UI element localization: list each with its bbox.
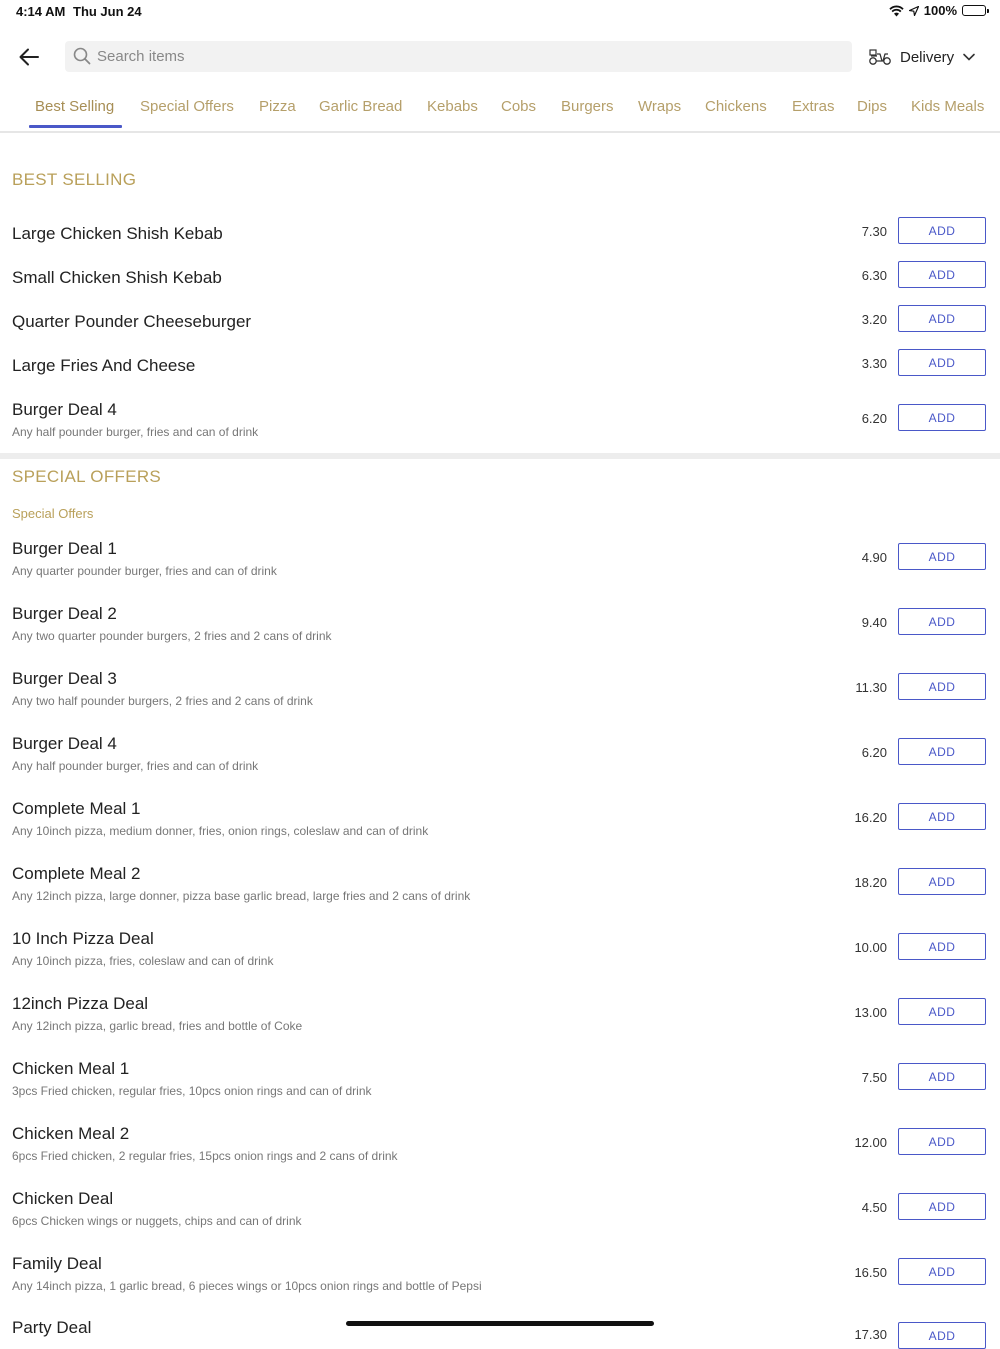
item-name: Burger Deal 4 — [12, 734, 117, 753]
item-description: Any 14inch pizza, 1 garlic bread, 6 pieces wings or 10pcs onion rings and bottle of Pepsi — [12, 1279, 482, 1293]
section-title-best-selling: BEST SELLING — [12, 170, 137, 189]
item-description: Any half pounder burger, fries and can of drink — [12, 425, 259, 439]
add-button[interactable]: ADD — [898, 261, 986, 288]
item-name: Burger Deal 4 — [12, 400, 117, 419]
add-button[interactable]: ADD — [898, 1128, 986, 1155]
item-name: Chicken Meal 1 — [12, 1059, 130, 1078]
item-description: 6pcs Chicken wings or nuggets, chips and can of drink — [12, 1214, 302, 1228]
item-price: 10.00 — [854, 940, 887, 955]
delivery-label: Delivery — [900, 48, 955, 66]
item-name: Large Chicken Shish Kebab — [12, 224, 223, 243]
item-name: Small Chicken Shish Kebab — [12, 268, 222, 287]
item-price: 6.30 — [861, 268, 887, 283]
item-price: 11.30 — [855, 680, 887, 695]
item-name: Quarter Pounder Cheeseburger — [12, 312, 252, 331]
tab-pizza[interactable]: Pizza — [259, 98, 296, 115]
add-button[interactable]: ADD — [898, 404, 986, 431]
item-price: 4.50 — [861, 1200, 887, 1215]
add-button[interactable]: ADD — [898, 933, 986, 960]
add-button[interactable]: ADD — [898, 305, 986, 332]
item-price: 7.30 — [861, 224, 887, 239]
add-button[interactable]: ADD — [898, 1258, 986, 1285]
add-button[interactable]: ADD — [898, 673, 986, 700]
item-price: 9.40 — [861, 615, 887, 630]
add-button[interactable]: ADD — [898, 803, 986, 830]
add-button[interactable]: ADD — [898, 608, 986, 635]
add-button[interactable]: ADD — [898, 1063, 986, 1090]
item-price: 12.00 — [854, 1135, 887, 1150]
item-price: 6.20 — [861, 411, 887, 426]
item-price: 16.20 — [854, 810, 887, 825]
tab-kebabs[interactable]: Kebabs — [427, 98, 478, 115]
add-button[interactable]: ADD — [898, 349, 986, 376]
tab-special-offers[interactable]: Special Offers — [140, 98, 234, 115]
add-button[interactable]: ADD — [898, 738, 986, 765]
battery-icon — [962, 5, 986, 16]
tab-extras[interactable]: Extras — [792, 98, 835, 115]
search-placeholder: Search items — [97, 48, 185, 65]
item-name: 10 Inch Pizza Deal — [12, 929, 154, 948]
top-bar — [0, 36, 1000, 78]
status-date: Thu Jun 24 — [73, 4, 142, 19]
item-name: Party Deal — [12, 1318, 92, 1337]
wifi-icon — [889, 5, 904, 17]
item-description: Any 12inch pizza, garlic bread, fries and bottle of Coke — [12, 1019, 303, 1033]
item-description: 6pcs Fried chicken, 2 regular fries, 15pcs onion rings and 2 cans of drink — [12, 1149, 398, 1163]
status-time: 4:14 AM — [16, 4, 66, 19]
section-divider — [0, 453, 1000, 459]
item-price: 13.00 — [854, 1005, 887, 1020]
section-title-special-offers: SPECIAL OFFERS — [12, 467, 162, 486]
active-tab-indicator — [29, 125, 122, 128]
chevron-down-icon — [962, 52, 976, 62]
tab-chickens[interactable]: Chickens — [705, 98, 767, 115]
item-price: 16.50 — [854, 1265, 887, 1280]
scooter-icon — [868, 48, 892, 66]
item-price: 17.30 — [854, 1327, 887, 1342]
tab-wraps[interactable]: Wraps — [638, 98, 682, 115]
add-button[interactable]: ADD — [898, 217, 986, 244]
add-button[interactable]: ADD — [898, 543, 986, 570]
item-price: 6.20 — [861, 745, 887, 760]
search-icon — [73, 47, 91, 65]
subsection-title: Special Offers — [12, 506, 94, 521]
tab-dips[interactable]: Dips — [857, 98, 888, 115]
item-description: Any 10inch pizza, medium donner, fries, onion rings, coleslaw and can of drink — [12, 824, 429, 838]
status-bar — [0, 0, 1000, 24]
item-name: Burger Deal 2 — [12, 604, 117, 623]
add-button[interactable]: ADD — [898, 868, 986, 895]
item-description: Any 10inch pizza, fries, coleslaw and can of drink — [12, 954, 274, 968]
item-price: 4.90 — [861, 550, 887, 565]
item-description: Any two quarter pounder burgers, 2 fries and 2 cans of drink — [12, 629, 332, 643]
item-name: Complete Meal 1 — [12, 799, 141, 818]
item-price: 18.20 — [854, 875, 887, 890]
item-description: Any half pounder burger, fries and can of drink — [12, 759, 259, 773]
back-arrow-icon[interactable] — [16, 44, 42, 70]
item-name: Chicken Meal 2 — [12, 1124, 130, 1143]
item-description: Any quarter pounder burger, fries and can of drink — [12, 564, 277, 578]
category-tabs — [0, 88, 1000, 133]
tab-kids-meals[interactable]: Kids Meals — [911, 98, 985, 115]
item-name: Large Fries And Cheese — [12, 356, 196, 375]
item-name: Burger Deal 3 — [12, 669, 117, 688]
delivery-selector[interactable] — [868, 44, 976, 70]
item-description: Any 12inch pizza, large donner, pizza base garlic bread, large fries and 2 cans of drink — [12, 889, 471, 903]
item-description: Any two half pounder burgers, 2 fries and 2 cans of drink — [12, 694, 313, 708]
item-price: 3.20 — [861, 312, 887, 327]
item-name: Burger Deal 1 — [12, 539, 117, 558]
status-right — [889, 3, 986, 18]
item-price: 7.50 — [861, 1070, 887, 1085]
item-name: 12inch Pizza Deal — [12, 994, 149, 1013]
location-arrow-icon — [909, 6, 919, 16]
home-indicator — [346, 1321, 654, 1326]
item-name: Family Deal — [12, 1254, 102, 1273]
add-button[interactable]: ADD — [898, 998, 986, 1025]
add-button[interactable]: ADD — [898, 1322, 986, 1349]
battery-percent: 100% — [923, 3, 957, 18]
item-name: Chicken Deal — [12, 1189, 114, 1208]
item-price: 3.30 — [861, 356, 887, 371]
tab-burgers[interactable]: Burgers — [561, 98, 614, 115]
tab-garlic-bread[interactable]: Garlic Bread — [319, 98, 403, 115]
tab-best-selling[interactable]: Best Selling — [35, 98, 115, 115]
item-name: Complete Meal 2 — [12, 864, 141, 883]
tab-cobs[interactable]: Cobs — [501, 98, 537, 115]
add-button[interactable]: ADD — [898, 1193, 986, 1220]
item-description: 3pcs Fried chicken, regular fries, 10pcs onion rings and can of drink — [12, 1084, 372, 1098]
search-input[interactable] — [65, 41, 852, 72]
